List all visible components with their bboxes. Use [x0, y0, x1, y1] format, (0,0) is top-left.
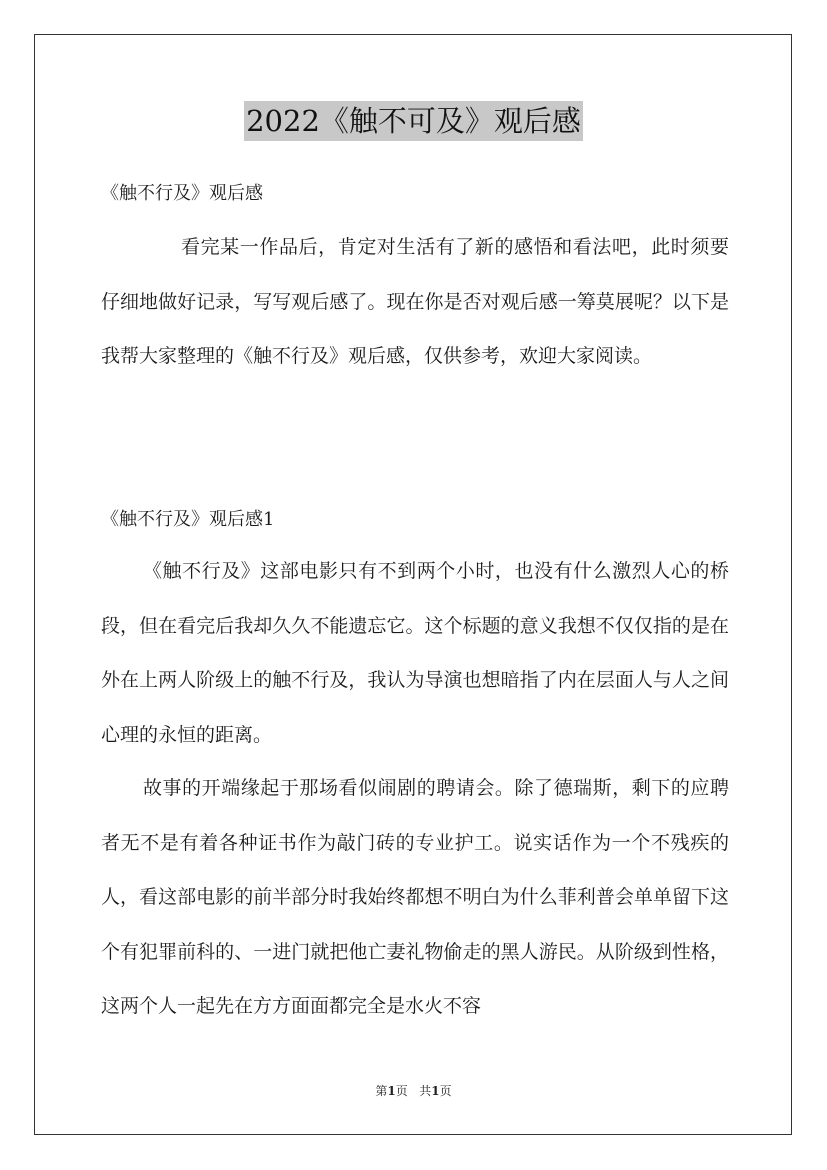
total-pages: 1 [431, 1084, 440, 1098]
document-title: 2022《触不可及》观后感 [244, 101, 583, 141]
page-label-prefix: 第 [375, 1084, 388, 1098]
total-label-suffix: 页 [439, 1084, 452, 1098]
intro-paragraph: 看完某一作品后，肯定对生活有了新的感悟和看法吧，此时须要仔细地做好记录，写写观后感了。现在你是否对观后感一筹莫展呢？以下是我帮大家整理的《触不行及》观后感，仅供参考，欢迎大家阅读。 [101, 236, 729, 367]
total-label-prefix: 共 [419, 1084, 432, 1098]
page-number: 1 [387, 1084, 396, 1098]
page-footer [0, 1083, 827, 1099]
main-heading: 《触不行及》观后感 [101, 183, 263, 204]
body-paragraph-1: 《触不行及》这部电影只有不到两个小时，也没有什么激烈人心的桥段，但在看完后我却久久不能遗忘它。这个标题的意义我想不仅仅指的是在外在上两人阶级上的触不行及，我认为导演也想暗指了内在层面人与人之间心理的永恒的距离。 [101, 560, 729, 746]
page-label-suffix: 页 [395, 1084, 408, 1098]
section-heading-1: 《触不行及》观后感1 [101, 509, 275, 530]
body-paragraph-2: 故事的开端缘起于那场看似闹剧的聘请会。除了德瑞斯，剩下的应聘者无不是有着各种证书作为敲门砖的专业护工。说实话作为一个不残疾的人，看这部电影的前半部分时我始终都想不明白为什么菲利普会单单留下这个有犯罪前科的、一进门就把他亡妻礼物偷走的黑人游民。从阶级到性格，这两个人一起先在方方面面都完全是水火不容 [101, 777, 729, 1017]
title-container [0, 101, 827, 141]
